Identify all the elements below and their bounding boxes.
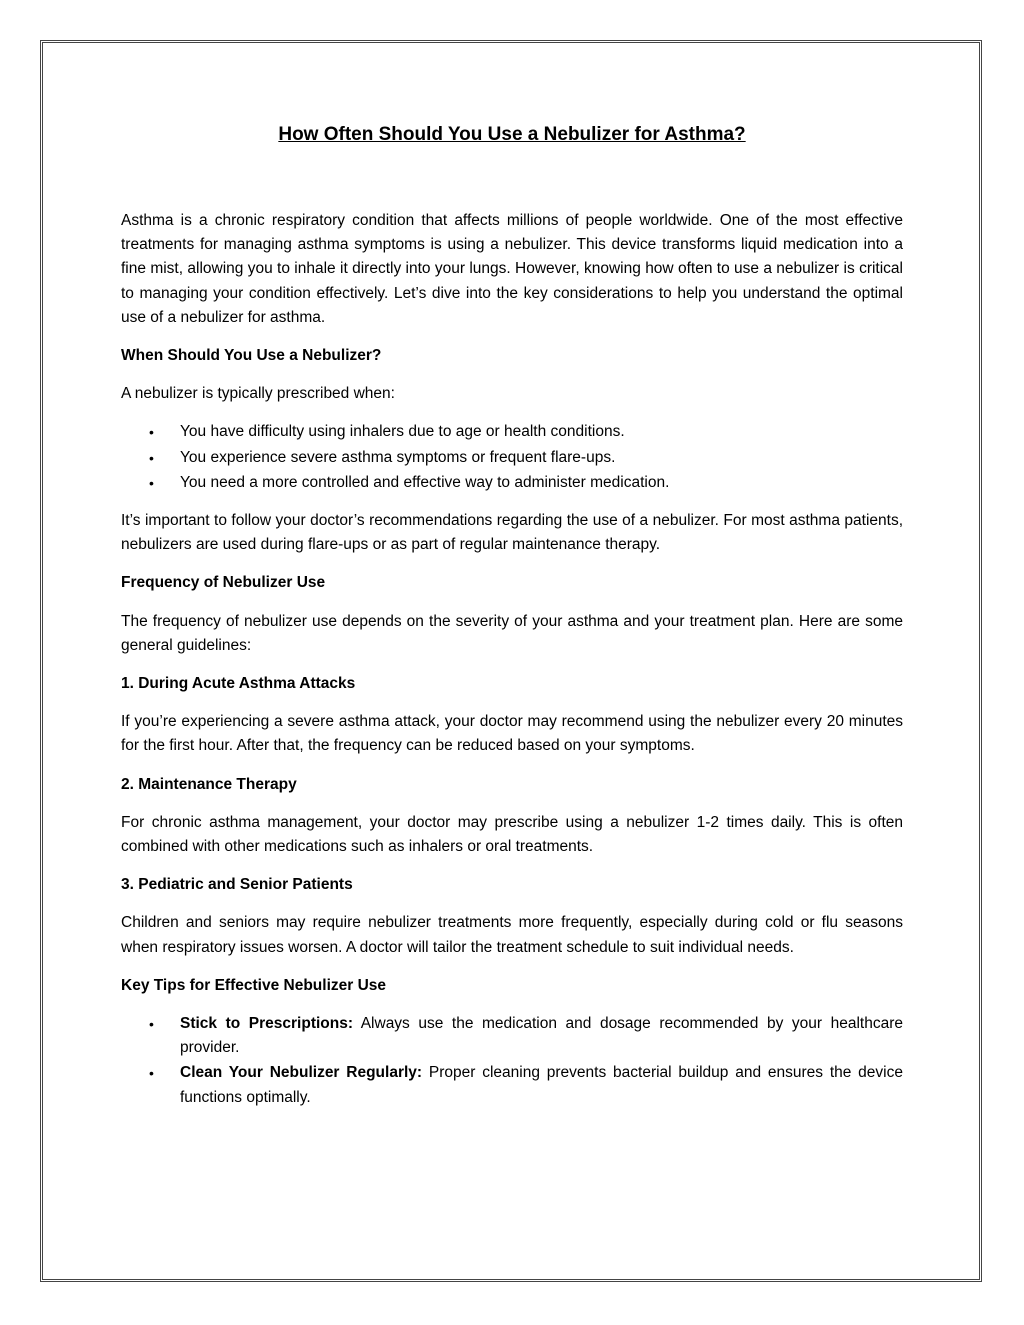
bullet-icon: •: [149, 449, 154, 466]
list-item-text: You experience severe asthma symptoms or frequent flare-ups.: [180, 448, 616, 466]
list-item: [121, 420, 903, 444]
tip-label: Clean Your Nebulizer Regularly:: [180, 1064, 423, 1082]
list-item-text: You need a more controlled and effective way to administer medication.: [180, 473, 670, 491]
maintenance-therapy-paragraph: For chronic asthma management, your doctor may prescribe using a nebulizer 1-2 times daily. This is often combined with other medications such as inhalers or oral treatments.: [121, 813, 903, 856]
frequency-lead-paragraph: The frequency of nebulizer use depends on the severity of your asthma and your treatment plan. Here are some general guidelines:: [121, 612, 903, 654]
tip-text: Always use the medication and dosage recommended by your healthcare provider.: [180, 1015, 903, 1057]
document-body: [121, 118, 903, 1124]
bullet-icon: •: [149, 1065, 154, 1082]
tips-bullet-list: [121, 1012, 903, 1110]
heading-pediatric-senior: 3. Pediatric and Senior Patients: [121, 876, 353, 894]
heading-key-tips: Key Tips for Effective Nebulizer Use: [121, 976, 387, 994]
intro-paragraph: Asthma is a chronic respiratory condition that affects millions of people worldwide. One of the most effective treatments for managing asthma symptoms is using a nebulizer. This device transforms liquid medication into a fine mist, allowing you to inhale it directly into your lungs. However, knowing how often to use a nebulizer is critical to managing your condition effectively. Let’s dive into the key considerations to help you understand the optimal use of a nebulizer for asthma.: [121, 212, 903, 326]
list-item: [121, 446, 903, 470]
list-item: [121, 1012, 903, 1060]
heading-acute-attacks: 1. During Acute Asthma Attacks: [121, 675, 356, 693]
pediatric-senior-paragraph: Children and seniors may require nebulizer treatments more frequently, especially during cold or flu seasons when respiratory issues worsen. A doctor will tailor the treatment schedule to suit individual needs.: [121, 914, 903, 956]
when-follow-paragraph: It’s important to follow your doctor’s recommendations regarding the use of a nebulizer. For most asthma patients, nebulizers are used during flare-ups or as part of regular maintenance therapy.: [121, 512, 903, 554]
list-item: [121, 471, 903, 495]
when-bullet-list: [121, 420, 903, 495]
document-title: How Often Should You Use a Nebulizer for Asthma?: [278, 124, 746, 145]
tip-text: Proper cleaning prevents bacterial buildup and ensures the device functions optimally.: [180, 1064, 903, 1106]
tip-label: Stick to Prescriptions:: [180, 1015, 354, 1033]
bullet-icon: •: [149, 474, 154, 491]
heading-when-to-use: When Should You Use a Nebulizer?: [121, 347, 382, 365]
when-lead-paragraph: A nebulizer is typically prescribed when:: [121, 385, 395, 403]
bullet-icon: •: [149, 1016, 154, 1033]
heading-frequency: Frequency of Nebulizer Use: [121, 574, 326, 592]
list-item: [121, 1061, 903, 1109]
bullet-icon: •: [149, 424, 154, 441]
heading-maintenance-therapy: 2. Maintenance Therapy: [121, 775, 297, 793]
acute-attacks-paragraph: If you’re experiencing a severe asthma attack, your doctor may recommend using the nebulizer every 20 minutes for the first hour. After that, the frequency can be reduced based on your symptoms.: [121, 713, 903, 755]
list-item-text: You have difficulty using inhalers due to age or health conditions.: [180, 423, 625, 441]
